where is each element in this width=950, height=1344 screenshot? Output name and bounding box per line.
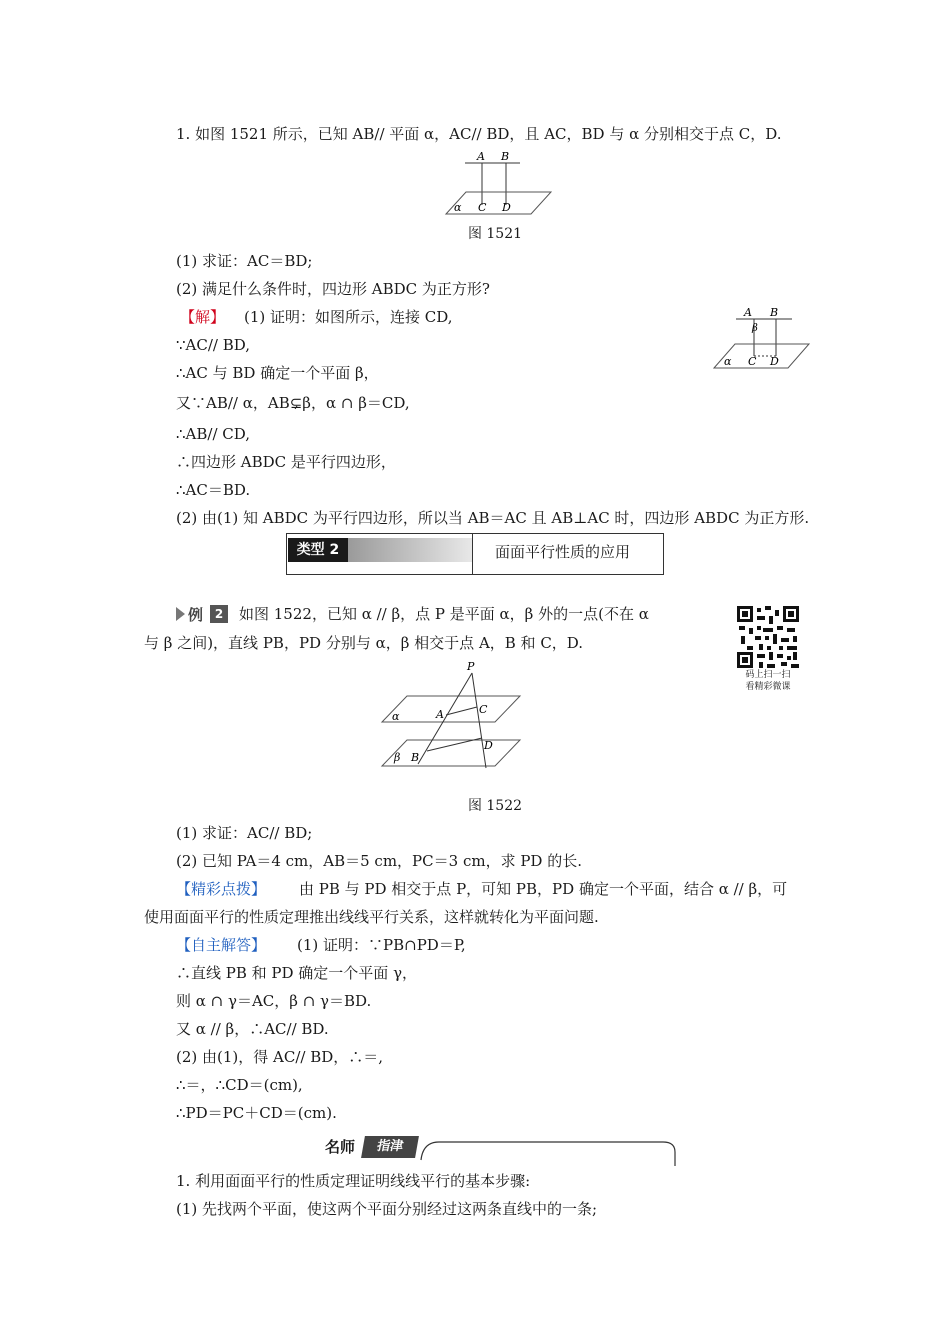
sol-fig-label-beta: β: [752, 323, 758, 334]
sol-fig-label-B: B: [770, 306, 779, 319]
type-tag-label: 类型 2: [288, 538, 348, 562]
solution-line: ∴四边形 ABDC 是平行四边形，: [176, 453, 396, 471]
qr-caption: [735, 669, 801, 693]
teacher-guide-tag: 指津: [361, 1136, 419, 1158]
fig2-label-D: D: [484, 739, 493, 752]
answer-tag: 【自主解答】: [176, 936, 267, 954]
example-tag-number: 2: [210, 605, 228, 623]
solution-figure: [710, 302, 810, 372]
answer-line: ∴PD＝PC＋CD＝(cm).: [176, 1104, 337, 1122]
example-tag-text: 例: [188, 606, 204, 624]
solution-line: ∵AC// BD,: [176, 336, 251, 354]
solution-tag: 【解】: [180, 308, 226, 326]
problem1-q1: (1) 求证：AC＝BD;: [176, 252, 313, 270]
fig2-label-alpha: α: [392, 710, 400, 723]
type-title: 面面平行性质的应用: [495, 543, 631, 561]
sol-fig-label-alpha: α: [724, 355, 732, 368]
answer-line: ∴直线 PB 和 PD 确定一个平面 γ，: [176, 964, 418, 982]
type-header-divider: [472, 533, 473, 575]
teacher-guide-name: 名师: [325, 1138, 356, 1156]
qr-caption-line1: 码上扫一扫: [745, 670, 791, 680]
figure-1522: [380, 660, 522, 770]
type-tag: [288, 538, 472, 562]
example2-stem-line1: 如图 1522，已知 α // β，点 P 是平面 α，β 外的一点(不在 α: [239, 605, 649, 623]
example2-stem-line2: 与 β 之间)，直线 PB，PD 分别与 α，β 相交于点 A，B 和 C，D.: [144, 634, 584, 652]
qr-code-icon[interactable]: [737, 606, 799, 668]
solution-line: 又∵AB// α，AB⊊β，α ∩ β＝CD,: [176, 394, 410, 412]
answer-line: ∴＝，∴CD＝(cm),: [176, 1076, 303, 1094]
answer-line: 又 α // β，∴AC// BD.: [176, 1020, 329, 1038]
teacher-guide-header: [315, 1130, 677, 1166]
fig1-label-C: C: [478, 201, 487, 214]
example2-q1: (1) 求证：AC// BD;: [176, 824, 313, 842]
type-tag-gradient: [348, 538, 472, 562]
hint-line1: 由 PB 与 PD 相交于点 P，可知 PB，PD 确定一个平面，结合 α // β，可: [299, 880, 788, 898]
hint-line2: 使用面面平行的性质定理推出线线平行关系，这样就转化为平面问题.: [144, 908, 599, 926]
answer-line: 则 α ∩ γ＝AC，β ∩ γ＝BD.: [176, 992, 372, 1010]
solution-line: ∴AB// CD,: [176, 425, 251, 443]
example-arrow-icon: [176, 607, 185, 621]
fig2-label-beta: β: [394, 751, 401, 764]
problem1-stem: 1. 如图 1521 所示，已知 AB// 平面 α，AC// BD，且 AC，BD 与 α 分别相交于点 C，D.: [176, 125, 782, 143]
solution-line: (2) 由(1) 知 ABDC 为平行四边形，所以当 AB＝AC 且 AB⊥AC 时，四边形 ABDC 为正方形.: [176, 509, 810, 527]
solution-line: (1) 证明：如图所示，连接 CD,: [244, 308, 453, 326]
qr-caption-line2: 看精彩微课: [745, 682, 791, 692]
guide-line: (1) 先找两个平面，使这两个平面分别经过这两条直线中的一条;: [176, 1200, 598, 1218]
guide-line: 1. 利用面面平行的性质定理证明线线平行的基本步骤:: [176, 1172, 531, 1190]
figure-1521-caption: 图 1521: [467, 226, 523, 242]
fig1-label-B: B: [501, 150, 510, 163]
fig2-label-C: C: [479, 703, 488, 716]
fig1-label-alpha: α: [454, 201, 462, 214]
fig2-label-B: B: [411, 751, 420, 764]
solution-line: ∴AC 与 BD 确定一个平面 β，: [176, 364, 379, 382]
sol-fig-label-D: D: [770, 355, 779, 368]
figure-1522-caption: 图 1522: [467, 798, 523, 814]
fig2-label-P: P: [467, 660, 475, 673]
fig1-label-D: D: [502, 201, 511, 214]
answer-line: (2) 由(1)，得 AC// BD，∴＝,: [176, 1048, 384, 1066]
fig2-label-A: A: [436, 708, 444, 721]
hint-tag: 【精彩点拨】: [176, 880, 267, 898]
figure-1521: [440, 148, 552, 218]
sol-fig-label-C: C: [748, 355, 757, 368]
sol-fig-label-A: A: [744, 306, 752, 319]
answer-line: (1) 证明：∵PB∩PD＝P,: [297, 936, 466, 954]
fig1-label-A: A: [477, 150, 485, 163]
example-tag: [176, 604, 230, 624]
solution-line: ∴AC＝BD.: [176, 481, 251, 499]
problem1-q2: (2) 满足什么条件时，四边形 ABDC 为正方形?: [176, 280, 490, 298]
example2-q2: (2) 已知 PA＝4 cm，AB＝5 cm，PC＝3 cm，求 PD 的长.: [176, 852, 582, 870]
